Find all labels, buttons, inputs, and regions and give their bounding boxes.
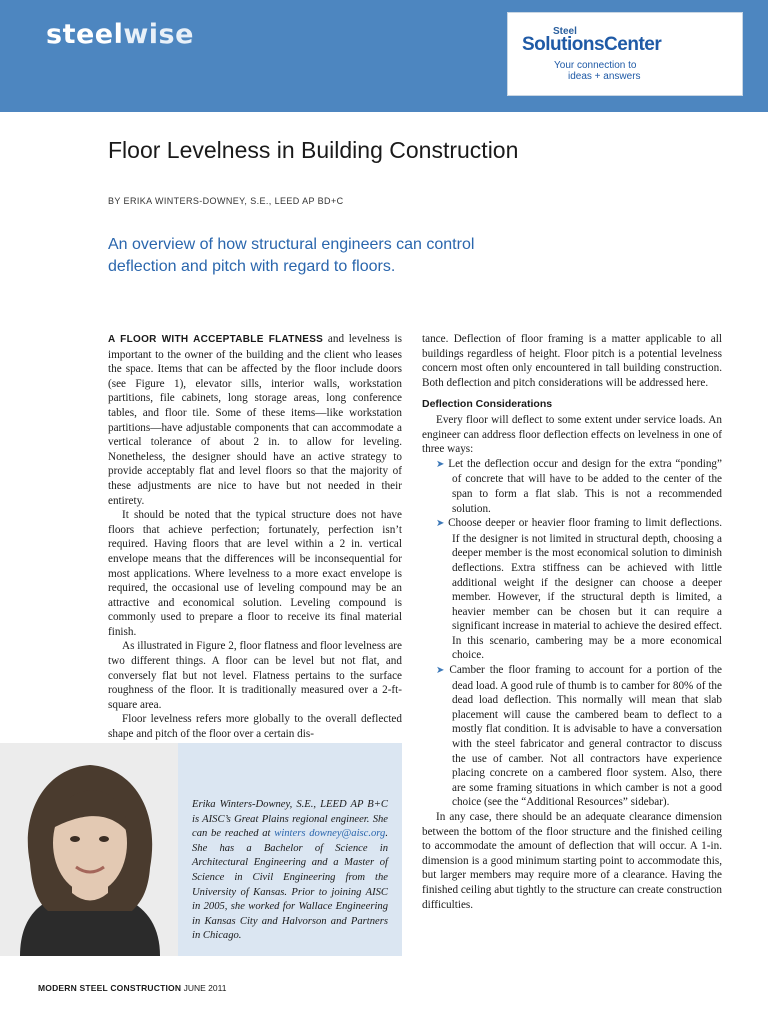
author-portrait-icon: [0, 743, 178, 956]
page-footer: [38, 983, 226, 993]
bullet-text: Camber the floor framing to account for a portion of the dead load. A good rule of thumb is to camber for 80% of the dead load deflection. This normally will mean that slab placement will cause the cambered beam to deflect to a mostly flat condition. It is advisable to have a conversation with the steel fabricator and general contractor to discuss the use of camber. Not all contractors have experience placing concrete on a cambered floor system. Also, there are some framing situations in which camber is not a good choice (see the “Additional Resources” sidebar).: [444, 664, 722, 809]
deck-line-2: deflection and pitch with regard to floors.: [108, 258, 396, 275]
paragraph: It should be noted that the typical structure does not have floors that achieve perfection; fortunately, perfection isn’t required. Having floors that are level within a 2 in. vertical envelope means that the differences will be inconsequential for most applications. Where levelness to a more exact envelope is required, the occasional use of leveling compound may be an attractive and economical solution. Leveling compound is commonly used to prepare a floor to receive its final material finish.: [108, 509, 402, 638]
header-banner: [0, 0, 768, 112]
bullet-text: Choose deeper or heavier floor framing to limit deflections. If the designer is not limited in structural depth, choosing a deeper member is the most economical solution to diminish deflections. Extra stiffness can be achieved with little additional weight if the designer can choose a deeper member. However, if the structural depth is limited, a heavier member can be chosen but it can require a significant increase in material to achieve the desired effect. In this scenario, cambering may be a more economical choice.: [444, 517, 722, 662]
bullet-item: [422, 516, 722, 663]
logo-name: SolutionsCenter: [522, 34, 662, 55]
arrow-bullet-icon: ➤: [436, 458, 445, 470]
article-title: Floor Levelness in Building Construction: [108, 137, 519, 163]
bullet-item: [422, 663, 722, 810]
arrow-bullet-icon: ➤: [436, 518, 445, 530]
bullet-item: [422, 457, 722, 516]
paragraph: In any case, there should be an adequate clearance dimension between the bottom of the floor structure and the finished ceiling to accommodate the amount of deflection that will occur. A 1-in. dimension is a good minimum starting point to accommodate this, but larger members may require more of a clearance. Having the finished ceiling abut tightly to the structure can create construction difficulties.: [422, 811, 722, 911]
author-bio-box: [0, 743, 402, 956]
paragraph: Floor levelness refers more globally to the overall deflected shape and pitch of the floor over a certain dis-: [108, 713, 402, 741]
paragraph: Every floor will deflect to some extent under service loads. An engineer can address floor deflection effects on levelness in one of three ways:: [422, 413, 722, 456]
bio-text-1: Erika Winters-Downey, S.E., LEED AP B+C is AISC’s Great Plains regional engineer. She can be reached at: [192, 799, 388, 840]
logo-tagline-2: ideas + answers: [568, 71, 641, 82]
issue-date: JUNE 2011: [183, 983, 227, 993]
brand-part-wise: wise: [123, 19, 194, 50]
column-brand: [46, 19, 194, 50]
logo-steel-label: Steel: [553, 26, 577, 37]
article-column-right: [422, 332, 722, 912]
author-photo: [0, 743, 178, 956]
bullet-text: Let the deflection occur and design for the extra “ponding” of concrete that will have to be added to the center of the span to form a flat slab. This is not a recommended solution.: [444, 457, 722, 515]
paragraph-intro: [108, 332, 402, 508]
magazine-name: MODERN STEEL CONSTRUCTION: [38, 983, 182, 993]
author-bio: [192, 798, 388, 944]
article-deck: [108, 234, 548, 278]
section-heading: Deflection Considerations: [422, 398, 553, 411]
lead-in: A FLOOR WITH ACCEPTABLE FLATNESS: [108, 334, 324, 345]
paragraph-intro-text: and levelness is important to the owner of the building and the client who leases the space. Items that can be affected by the floor include doors (see Figure 1), elevator sills, interior walls, workstation partitions, file cabinets, long storage areas, long conference tables, and floor tile. Some of these items—like workstation partitions—have adjustable components that can accommodate a vertical tolerance of about 2 in. to allow for leveling. Nonetheless, the designer should have an active strategy to provide acceptably flat and level floors so that the majority of these adjustments are nice to have but not needed in their entirety.: [108, 333, 402, 507]
paragraph: As illustrated in Figure 2, floor flatness and floor levelness are two different things. A floor can be level but not flat, and conversely flat but not level. Flatness pertains to the surface roughness of the floor. It is traditionally measured over a 2-ft-square area.: [108, 640, 402, 711]
solutions-center-logo[interactable]: [507, 12, 743, 96]
arrow-bullet-icon: ➤: [436, 665, 445, 677]
author-email-link[interactable]: winters downey@aisc.org: [274, 828, 386, 840]
brand-part-steel: steel: [46, 19, 124, 50]
logo-tagline-1: Your connection to: [554, 60, 637, 71]
paragraph: tance. Deflection of floor framing is a matter applicable to all buildings regardless of height. Floor pitch is a potential levelness concern most often only encountered in tall building construction. Both deflection and pitch considerations will be addressed here.: [422, 333, 722, 389]
article-column-left: [108, 332, 402, 742]
deck-line-1: An overview of how structural engineers can control: [108, 236, 475, 253]
bio-text-2: . She has a Bachelor of Science in Architectural Engineering and a Master of Science in Civil Engineering from the University of Kansas. Prior to joining AISC in 2005, she worked for Wallace Engineering in Kansas City and Halvorson and Partners in Chicago.: [192, 828, 388, 942]
article-byline: BY ERIKA WINTERS-DOWNEY, S.E., LEED AP BD+C: [108, 196, 344, 206]
